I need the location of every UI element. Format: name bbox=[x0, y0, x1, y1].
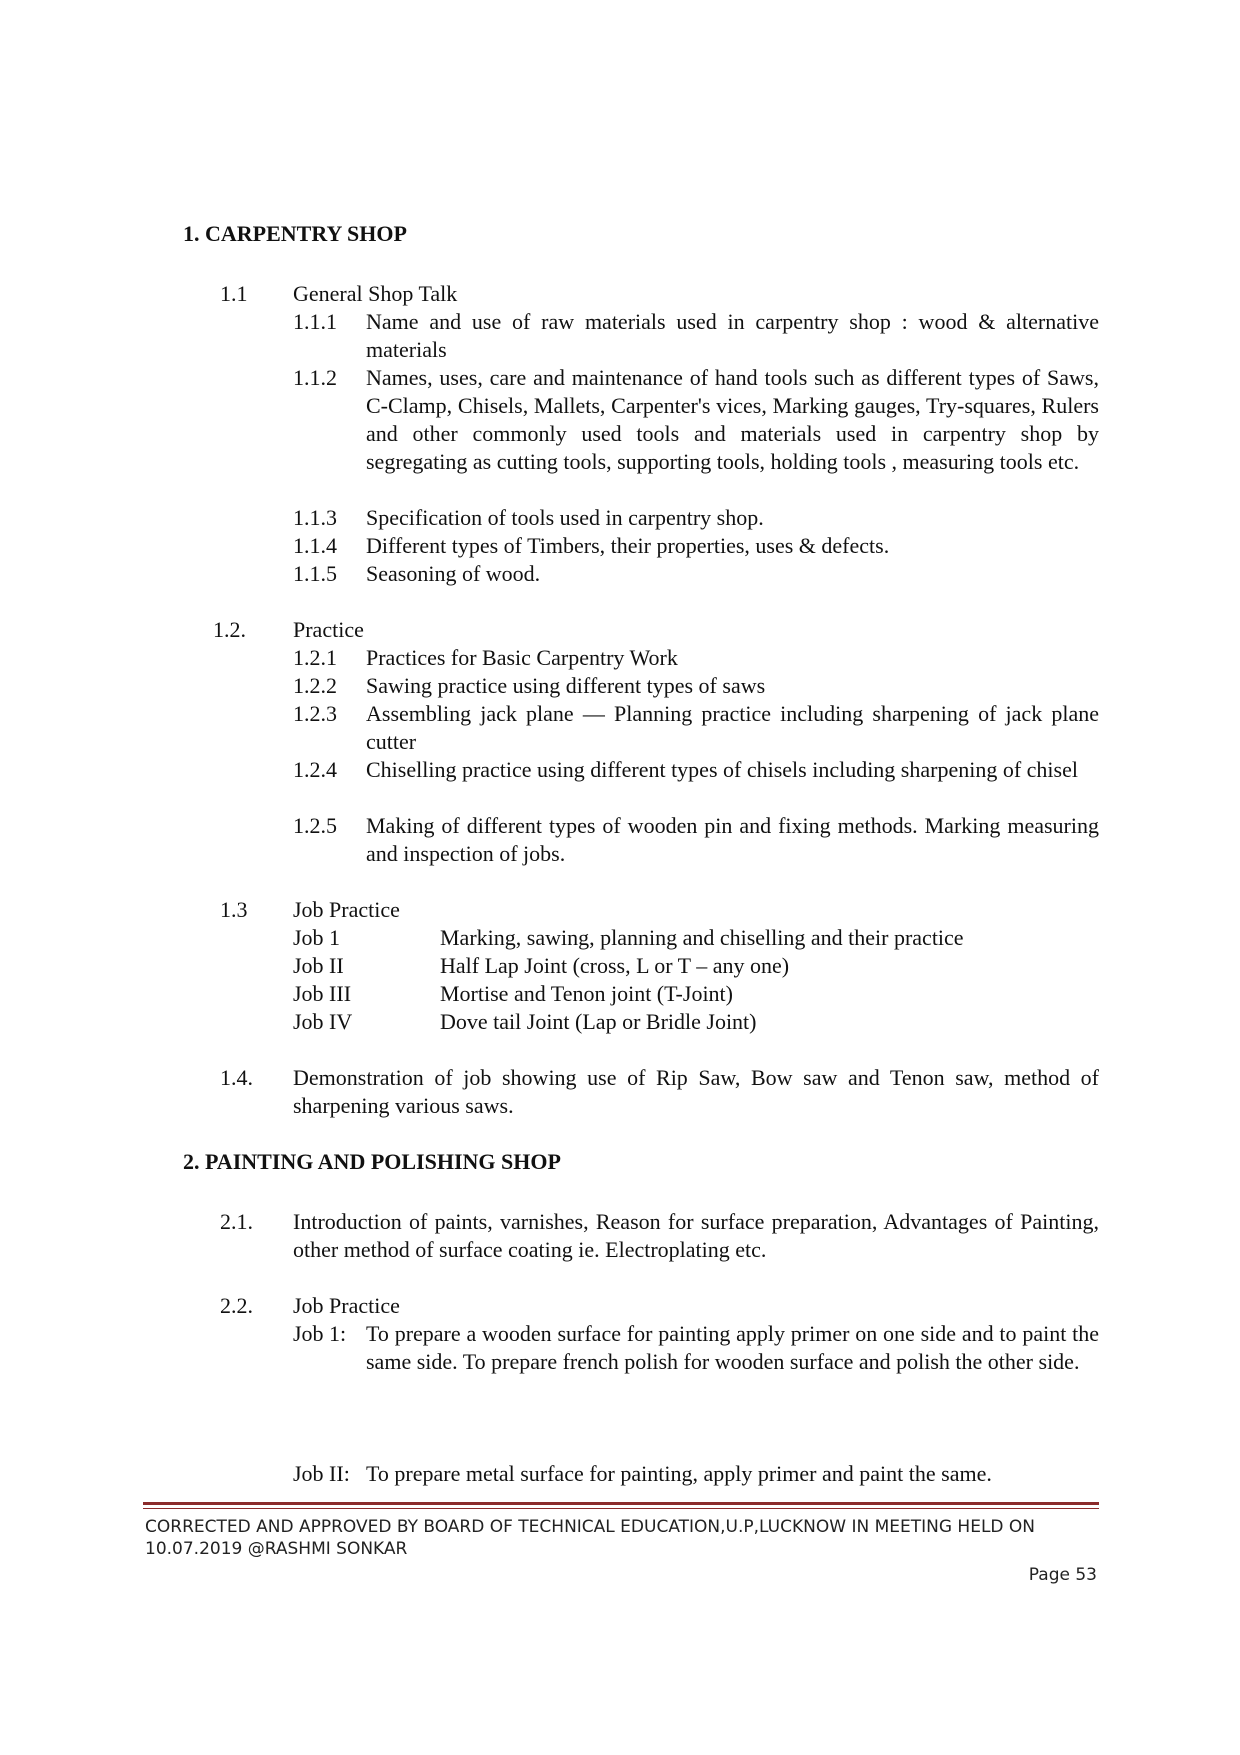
list-item bbox=[293, 364, 1099, 476]
item-text: Seasoning of wood. bbox=[366, 561, 541, 586]
job-paragraph bbox=[293, 1460, 1099, 1488]
item-number: 1.1.3 bbox=[293, 505, 337, 530]
footer-line: CORRECTED AND APPROVED BY BOARD OF TECHNICAL EDUCATION,U.P,LUCKNOW IN MEETING HELD ON bbox=[145, 1517, 1036, 1537]
item-number: 1.1.4 bbox=[293, 533, 337, 558]
list-item bbox=[293, 672, 1099, 700]
item-number: 1.1.1 bbox=[293, 309, 337, 334]
footer-rule-thin bbox=[143, 1508, 1099, 1509]
list-item bbox=[293, 700, 1099, 756]
job-label: Job III bbox=[293, 981, 352, 1006]
job-description: Dove tail Joint (Lap or Bridle Joint) bbox=[440, 1009, 757, 1034]
job-row bbox=[293, 952, 1099, 980]
item-number: 1.1.5 bbox=[293, 561, 337, 586]
job-row bbox=[293, 980, 1099, 1008]
footer-rule-thick bbox=[143, 1502, 1099, 1505]
subsection-number: 1.2. bbox=[213, 617, 246, 642]
job-label: Job 1: bbox=[293, 1321, 347, 1346]
item-text: Assembling jack plane — Planning practice including sharpening of jack plane cutter bbox=[366, 701, 1099, 754]
item-number: 1.2.2 bbox=[293, 673, 337, 698]
list-item bbox=[293, 532, 1099, 560]
item-text: Name and use of raw materials used in carpentry shop : wood & alternative materials bbox=[366, 309, 1099, 362]
item-text: Names, uses, care and maintenance of hand tools such as different types of Saws, C-Clamp, Chisels, Mallets, Carpenter's vices, Marking gauges, Try-squares, Rulers and other commonly used tools and materials used in carpentry shop by segregating as cutting tools, supporting tools, holding tools , measuring tools etc. bbox=[366, 365, 1099, 474]
subsection-text: Introduction of paints, varnishes, Reason for surface preparation, Advantages of Painting, other method of surface coating ie. Electroplating etc. bbox=[293, 1209, 1099, 1262]
job-paragraph bbox=[293, 1320, 1099, 1376]
list-item bbox=[293, 308, 1099, 364]
subsection-title: Job Practice bbox=[293, 897, 400, 922]
job-row bbox=[293, 924, 1099, 952]
item-number: 1.2.3 bbox=[293, 701, 337, 726]
list-item bbox=[293, 504, 1099, 532]
subsection-number: 2.2. bbox=[220, 1293, 253, 1318]
job-description: Half Lap Joint (cross, L or T – any one) bbox=[440, 953, 790, 978]
list-item bbox=[293, 756, 1099, 784]
section-heading-carpentry: 1. CARPENTRY SHOP bbox=[183, 221, 407, 246]
item-text: Different types of Timbers, their properties, uses & defects. bbox=[366, 533, 890, 558]
footer-line: 10.07.2019 @RASHMI SONKAR bbox=[145, 1539, 408, 1559]
subsection-number: 1.3 bbox=[220, 897, 248, 922]
subsection-number: 1.1 bbox=[220, 281, 248, 306]
job-row bbox=[293, 1008, 1099, 1036]
list-item bbox=[293, 812, 1099, 868]
job-label: Job II bbox=[293, 953, 344, 978]
item-number: 1.1.2 bbox=[293, 365, 337, 390]
job-label: Job II: bbox=[293, 1461, 350, 1486]
subsection-number: 2.1. bbox=[220, 1209, 253, 1234]
item-text: Sawing practice using different types of saws bbox=[366, 673, 766, 698]
list-item bbox=[293, 560, 1099, 588]
item-text: Making of different types of wooden pin and fixing methods. Marking measuring and inspection of jobs. bbox=[366, 813, 1099, 866]
page-number: Page 53 bbox=[1028, 1565, 1097, 1585]
item-text: Practices for Basic Carpentry Work bbox=[366, 645, 678, 670]
subsection-title: Job Practice bbox=[293, 1293, 400, 1318]
footer-note bbox=[145, 1516, 1105, 1560]
job-description: Mortise and Tenon joint (T-Joint) bbox=[440, 981, 733, 1006]
subsection-number: 1.4. bbox=[220, 1065, 253, 1090]
job-label: Job 1 bbox=[293, 925, 341, 950]
item-number: 1.2.4 bbox=[293, 757, 337, 782]
subsection-title: General Shop Talk bbox=[293, 281, 458, 306]
section-heading-painting: 2. PAINTING AND POLISHING SHOP bbox=[183, 1149, 561, 1174]
job-description: To prepare metal surface for painting, apply primer and paint the same. bbox=[366, 1461, 992, 1486]
item-text: Chiselling practice using different types of chisels including sharpening of chisel bbox=[366, 757, 1078, 782]
item-number: 1.2.5 bbox=[293, 813, 337, 838]
subsection-text: Demonstration of job showing use of Rip Saw, Bow saw and Tenon saw, method of sharpening various saws. bbox=[293, 1065, 1099, 1118]
job-description: To prepare a wooden surface for painting apply primer on one side and to paint the same side. To prepare french polish for wooden surface and polish the other side. bbox=[366, 1321, 1099, 1374]
item-text: Specification of tools used in carpentry shop. bbox=[366, 505, 764, 530]
subsection-title: Practice bbox=[293, 617, 364, 642]
job-label: Job IV bbox=[293, 1009, 353, 1034]
item-number: 1.2.1 bbox=[293, 645, 337, 670]
list-item bbox=[293, 644, 1099, 672]
job-description: Marking, sawing, planning and chiselling and their practice bbox=[440, 925, 964, 950]
